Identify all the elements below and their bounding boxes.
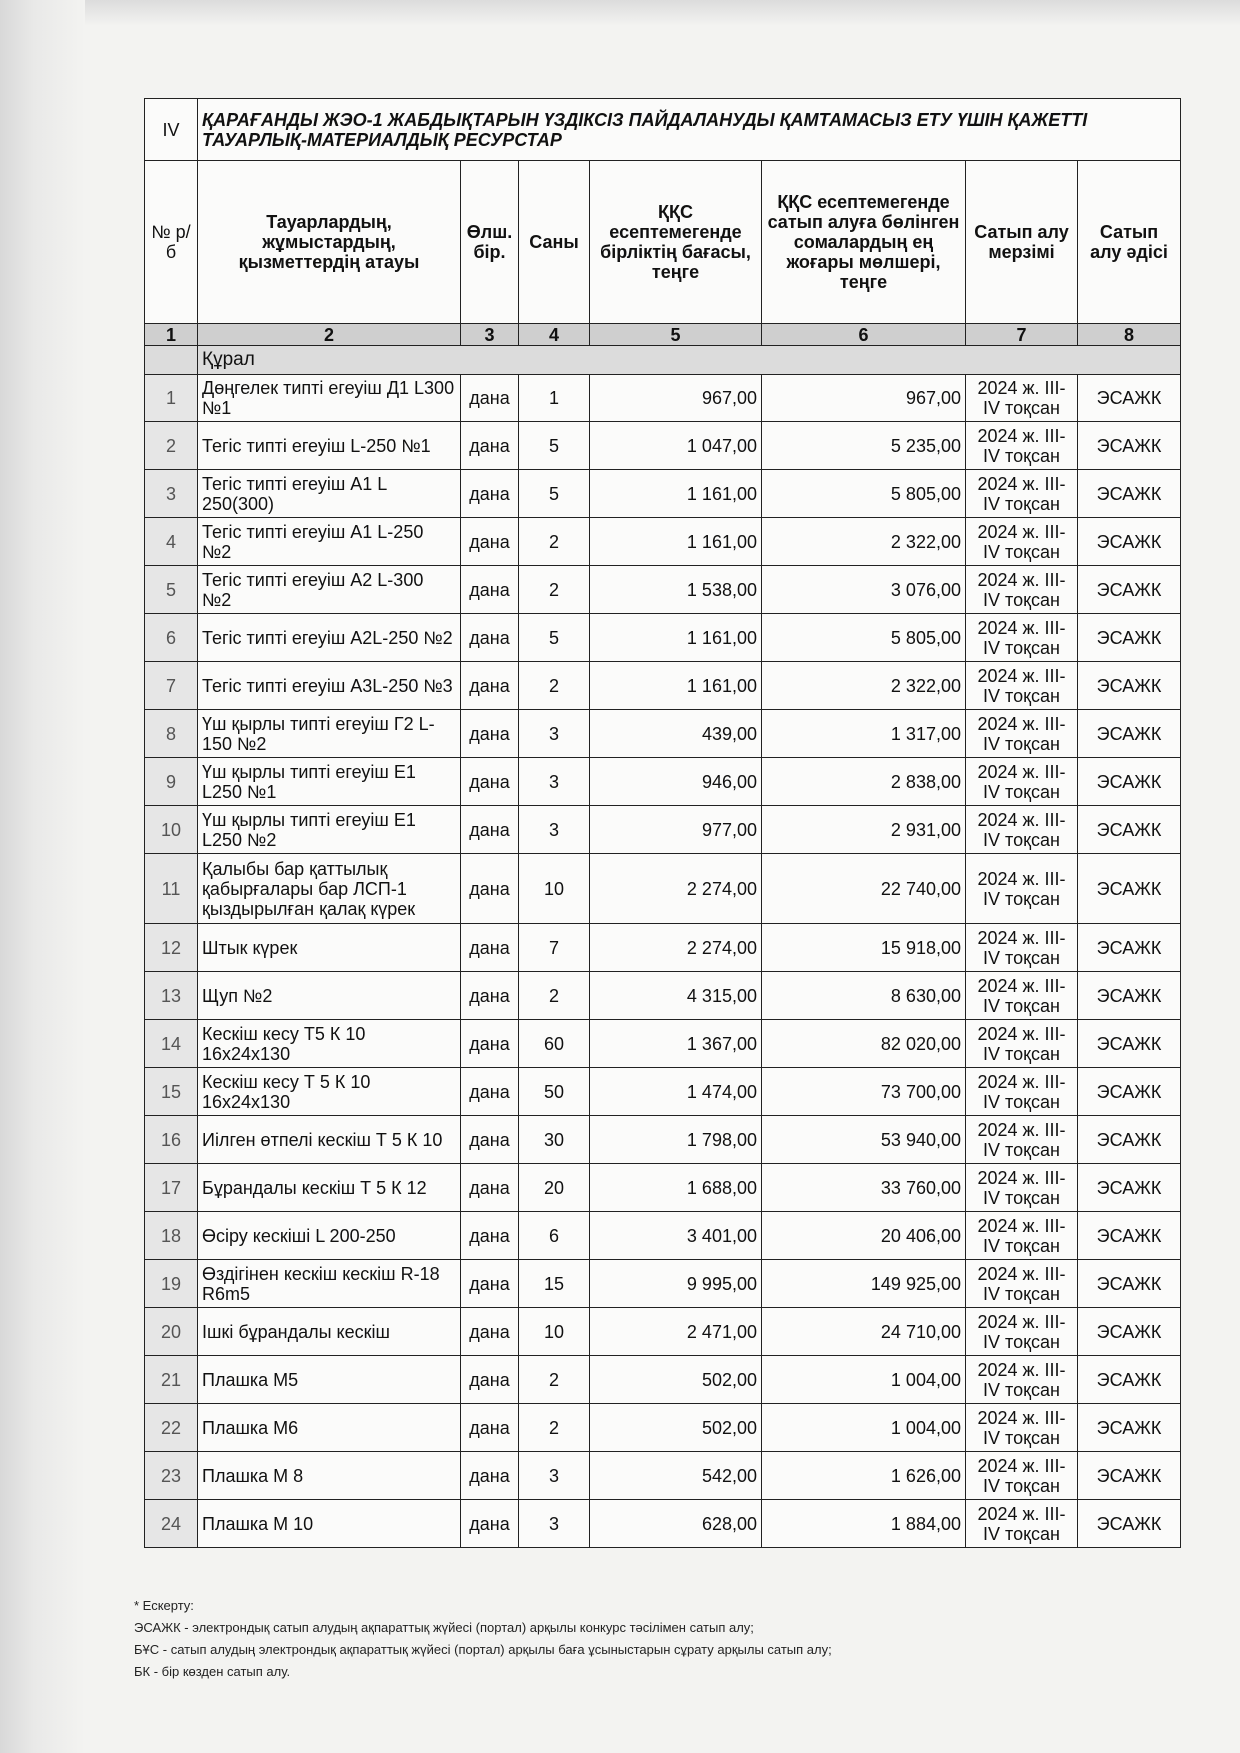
purchase-term-cell: 2024 ж. III-IV тоқсан [966, 1212, 1078, 1260]
row-number: 3 [145, 470, 198, 518]
table-row [145, 1116, 1181, 1164]
col-header-unit: Өлш. бір. [461, 161, 519, 324]
header-row [145, 161, 1181, 324]
unit-price-cell: 1 047,00 [590, 422, 762, 470]
amount-cell: 82 020,00 [762, 1020, 966, 1068]
purchase-term-cell: 2024 ж. III-IV тоқсан [966, 1164, 1078, 1212]
col-header-no: № р/б [145, 161, 198, 324]
item-name: Тегіс типті егеуіш A2L-250 №2 [198, 614, 461, 662]
row-number: 23 [145, 1452, 198, 1500]
footnote-line: БК - бір көзден сатып алу. [134, 1664, 291, 1679]
amount-cell: 1 884,00 [762, 1500, 966, 1548]
table-row [145, 1500, 1181, 1548]
purchase-term-cell: 2024 ж. III-IV тоқсан [966, 1500, 1078, 1548]
row-number: 6 [145, 614, 198, 662]
row-number: 9 [145, 758, 198, 806]
amount-cell: 1 004,00 [762, 1356, 966, 1404]
resources-table [144, 98, 1181, 1548]
amount-cell: 2 322,00 [762, 518, 966, 566]
category-spacer [145, 346, 198, 375]
amount-cell: 1 626,00 [762, 1452, 966, 1500]
item-name: Тегіс типті егеуіш A1 L 250(300) [198, 470, 461, 518]
unit-price-cell: 502,00 [590, 1404, 762, 1452]
unit-price-cell: 2 274,00 [590, 854, 762, 924]
item-name: Үш қырлы типті егеуіш E1 L250 №1 [198, 758, 461, 806]
unit-cell: дана [461, 1068, 519, 1116]
amount-cell: 149 925,00 [762, 1260, 966, 1308]
unit-price-cell: 2 274,00 [590, 924, 762, 972]
category-label: Құрал [198, 346, 1181, 375]
amount-cell: 22 740,00 [762, 854, 966, 924]
table-row [145, 566, 1181, 614]
unit-cell: дана [461, 1452, 519, 1500]
purchase-method-cell: ЭСАЖК [1078, 518, 1181, 566]
unit-cell: дана [461, 1260, 519, 1308]
row-number: 20 [145, 1308, 198, 1356]
item-name: Плашка М6 [198, 1404, 461, 1452]
unit-price-cell: 628,00 [590, 1500, 762, 1548]
col-index: 4 [519, 324, 590, 346]
quantity-cell: 10 [519, 854, 590, 924]
col-index: 1 [145, 324, 198, 346]
item-name: Ішкі бұрандалы кескіш [198, 1308, 461, 1356]
purchase-method-cell: ЭСАЖК [1078, 924, 1181, 972]
table-row [145, 1308, 1181, 1356]
table-row [145, 614, 1181, 662]
amount-cell: 8 630,00 [762, 972, 966, 1020]
row-number: 24 [145, 1500, 198, 1548]
table-row [145, 1404, 1181, 1452]
item-name: Өздігінен кескіш кескіш R-18 R6m5 [198, 1260, 461, 1308]
quantity-cell: 2 [519, 662, 590, 710]
quantity-cell: 5 [519, 470, 590, 518]
unit-price-cell: 9 995,00 [590, 1260, 762, 1308]
unit-cell: дана [461, 662, 519, 710]
purchase-method-cell: ЭСАЖК [1078, 1500, 1181, 1548]
col-index: 8 [1078, 324, 1181, 346]
quantity-cell: 6 [519, 1212, 590, 1260]
unit-price-cell: 946,00 [590, 758, 762, 806]
purchase-method-cell: ЭСАЖК [1078, 662, 1181, 710]
quantity-cell: 2 [519, 566, 590, 614]
quantity-cell: 20 [519, 1164, 590, 1212]
row-number: 5 [145, 566, 198, 614]
unit-cell: дана [461, 375, 519, 422]
amount-cell: 5 235,00 [762, 422, 966, 470]
unit-cell: дана [461, 1116, 519, 1164]
amount-cell: 3 076,00 [762, 566, 966, 614]
amount-cell: 5 805,00 [762, 470, 966, 518]
footnote-line: ЭСАЖК - электрондық сатып алудың ақпараттық жүйесі (портал) арқылы конкурс тәсілімен сатып алу; [134, 1620, 754, 1635]
unit-price-cell: 1 161,00 [590, 614, 762, 662]
section-number: IV [145, 99, 198, 161]
quantity-cell: 3 [519, 806, 590, 854]
amount-cell: 5 805,00 [762, 614, 966, 662]
row-number: 7 [145, 662, 198, 710]
amount-cell: 24 710,00 [762, 1308, 966, 1356]
quantity-cell: 3 [519, 1500, 590, 1548]
purchase-term-cell: 2024 ж. III-IV тоқсан [966, 758, 1078, 806]
quantity-cell: 2 [519, 1356, 590, 1404]
unit-cell: дана [461, 854, 519, 924]
col-index: 7 [966, 324, 1078, 346]
unit-price-cell: 1 798,00 [590, 1116, 762, 1164]
quantity-cell: 7 [519, 924, 590, 972]
quantity-cell: 30 [519, 1116, 590, 1164]
quantity-cell: 5 [519, 614, 590, 662]
row-number: 17 [145, 1164, 198, 1212]
amount-cell: 2 322,00 [762, 662, 966, 710]
purchase-term-cell: 2024 ж. III-IV тоқсан [966, 375, 1078, 422]
scan-shadow-left [0, 0, 85, 1753]
unit-price-cell: 977,00 [590, 806, 762, 854]
table-row [145, 518, 1181, 566]
purchase-method-cell: ЭСАЖК [1078, 1212, 1181, 1260]
item-name: Үш қырлы типті егеуіш E1 L250 №2 [198, 806, 461, 854]
column-index-row [145, 324, 1181, 346]
purchase-method-cell: ЭСАЖК [1078, 1260, 1181, 1308]
purchase-term-cell: 2024 ж. III-IV тоқсан [966, 1020, 1078, 1068]
purchase-term-cell: 2024 ж. III-IV тоқсан [966, 1068, 1078, 1116]
purchase-term-cell: 2024 ж. III-IV тоқсан [966, 1356, 1078, 1404]
section-title: ҚАРАҒАНДЫ ЖЭО-1 ЖАБДЫҚТАРЫН ҮЗДІКСІЗ ПАЙДАЛАНУДЫ ҚАМТАМАСЫЗ ЕТУ ҮШІН ҚАЖЕТТІ ТАУАРЛЫҚ-МАТЕРИАЛДЫҚ РЕСУРСТАР [198, 99, 1181, 161]
amount-cell: 1 004,00 [762, 1404, 966, 1452]
purchase-method-cell: ЭСАЖК [1078, 375, 1181, 422]
footnote-heading: * Ескерту: [134, 1598, 194, 1613]
quantity-cell: 15 [519, 1260, 590, 1308]
table-row [145, 1164, 1181, 1212]
quantity-cell: 2 [519, 1404, 590, 1452]
table-row [145, 972, 1181, 1020]
purchase-method-cell: ЭСАЖК [1078, 470, 1181, 518]
purchase-term-cell: 2024 ж. III-IV тоқсан [966, 1116, 1078, 1164]
col-index: 5 [590, 324, 762, 346]
purchase-term-cell: 2024 ж. III-IV тоқсан [966, 614, 1078, 662]
item-name: Кескіш кесу Т 5 К 10 16х24х130 [198, 1068, 461, 1116]
item-name: Үш қырлы типті егеуіш Г2 L-150 №2 [198, 710, 461, 758]
unit-price-cell: 1 161,00 [590, 470, 762, 518]
row-number: 18 [145, 1212, 198, 1260]
purchase-term-cell: 2024 ж. III-IV тоқсан [966, 710, 1078, 758]
purchase-term-cell: 2024 ж. III-IV тоқсан [966, 662, 1078, 710]
row-number: 22 [145, 1404, 198, 1452]
table-row [145, 422, 1181, 470]
col-header-name: Тауарлардың, жұмыстардың, қызметтердің атауы [198, 161, 461, 324]
purchase-term-cell: 2024 ж. III-IV тоқсан [966, 924, 1078, 972]
quantity-cell: 3 [519, 710, 590, 758]
unit-price-cell: 1 538,00 [590, 566, 762, 614]
purchase-method-cell: ЭСАЖК [1078, 1452, 1181, 1500]
table-row [145, 758, 1181, 806]
unit-price-cell: 2 471,00 [590, 1308, 762, 1356]
table-row [145, 1068, 1181, 1116]
unit-cell: дана [461, 1308, 519, 1356]
purchase-method-cell: ЭСАЖК [1078, 806, 1181, 854]
category-row [145, 346, 1181, 375]
table-row [145, 1212, 1181, 1260]
item-name: Плашка М 10 [198, 1500, 461, 1548]
unit-cell: дана [461, 1020, 519, 1068]
row-number: 15 [145, 1068, 198, 1116]
purchase-method-cell: ЭСАЖК [1078, 972, 1181, 1020]
table-row [145, 1260, 1181, 1308]
unit-price-cell: 3 401,00 [590, 1212, 762, 1260]
amount-cell: 15 918,00 [762, 924, 966, 972]
purchase-term-cell: 2024 ж. III-IV тоқсан [966, 854, 1078, 924]
table-row [145, 1020, 1181, 1068]
purchase-method-cell: ЭСАЖК [1078, 710, 1181, 758]
amount-cell: 967,00 [762, 375, 966, 422]
table-row [145, 1452, 1181, 1500]
unit-cell: дана [461, 972, 519, 1020]
item-name: Дөңгелек типті егеуіш Д1 L300 №1 [198, 375, 461, 422]
unit-price-cell: 967,00 [590, 375, 762, 422]
col-index: 3 [461, 324, 519, 346]
purchase-method-cell: ЭСАЖК [1078, 758, 1181, 806]
purchase-method-cell: ЭСАЖК [1078, 1164, 1181, 1212]
quantity-cell: 3 [519, 758, 590, 806]
row-number: 8 [145, 710, 198, 758]
quantity-cell: 50 [519, 1068, 590, 1116]
purchase-term-cell: 2024 ж. III-IV тоқсан [966, 972, 1078, 1020]
unit-cell: дана [461, 924, 519, 972]
quantity-cell: 2 [519, 518, 590, 566]
col-header-price: ҚҚС есептемегенде бірліктің бағасы, теңге [590, 161, 762, 324]
item-name: Тегіс типті егеуіш L-250 №1 [198, 422, 461, 470]
unit-price-cell: 1 161,00 [590, 518, 762, 566]
table-row [145, 710, 1181, 758]
item-name: Қалыбы бар қаттылық қабырғалары бар ЛСП-1 қыздырылған қалақ күрек [198, 854, 461, 924]
item-name: Кескіш кесу Т5 К 10 16х24х130 [198, 1020, 461, 1068]
col-header-method: Сатып алу әдісі [1078, 161, 1181, 324]
amount-cell: 2 838,00 [762, 758, 966, 806]
purchase-term-cell: 2024 ж. III-IV тоқсан [966, 422, 1078, 470]
purchase-method-cell: ЭСАЖК [1078, 1116, 1181, 1164]
unit-price-cell: 1 474,00 [590, 1068, 762, 1116]
purchase-term-cell: 2024 ж. III-IV тоқсан [966, 1404, 1078, 1452]
unit-cell: дана [461, 1404, 519, 1452]
table-row [145, 854, 1181, 924]
purchase-method-cell: ЭСАЖК [1078, 614, 1181, 662]
purchase-term-cell: 2024 ж. III-IV тоқсан [966, 1452, 1078, 1500]
footnotes [134, 1595, 1184, 1683]
amount-cell: 73 700,00 [762, 1068, 966, 1116]
unit-cell: дана [461, 1212, 519, 1260]
row-number: 1 [145, 375, 198, 422]
quantity-cell: 3 [519, 1452, 590, 1500]
item-name: Плашка М5 [198, 1356, 461, 1404]
amount-cell: 1 317,00 [762, 710, 966, 758]
col-header-qty: Саны [519, 161, 590, 324]
section-row [145, 99, 1181, 161]
unit-cell: дана [461, 422, 519, 470]
footnote-line: БҰС - сатып алудың электрондық ақпараттық жүйесі (портал) арқылы баға ұсыныстарын сұрату арқылы сатып алу; [134, 1642, 832, 1657]
item-name: Тегіс типті егеуіш A1 L-250 №2 [198, 518, 461, 566]
table-row [145, 1356, 1181, 1404]
purchase-method-cell: ЭСАЖК [1078, 1068, 1181, 1116]
item-name: Плашка М 8 [198, 1452, 461, 1500]
purchase-term-cell: 2024 ж. III-IV тоқсан [966, 518, 1078, 566]
unit-cell: дана [461, 1500, 519, 1548]
unit-cell: дана [461, 758, 519, 806]
purchase-term-cell: 2024 ж. III-IV тоқсан [966, 1308, 1078, 1356]
table-row [145, 924, 1181, 972]
amount-cell: 53 940,00 [762, 1116, 966, 1164]
unit-price-cell: 542,00 [590, 1452, 762, 1500]
unit-price-cell: 1 688,00 [590, 1164, 762, 1212]
row-number: 21 [145, 1356, 198, 1404]
purchase-term-cell: 2024 ж. III-IV тоқсан [966, 470, 1078, 518]
row-number: 13 [145, 972, 198, 1020]
row-number: 10 [145, 806, 198, 854]
row-number: 12 [145, 924, 198, 972]
unit-cell: дана [461, 470, 519, 518]
item-name: Тегіс типті егеуіш A2 L-300 №2 [198, 566, 461, 614]
purchase-method-cell: ЭСАЖК [1078, 854, 1181, 924]
quantity-cell: 1 [519, 375, 590, 422]
item-name: Өсіру кескіші L 200-250 [198, 1212, 461, 1260]
unit-cell: дана [461, 518, 519, 566]
unit-price-cell: 1 161,00 [590, 662, 762, 710]
unit-price-cell: 502,00 [590, 1356, 762, 1404]
item-name: Щуп №2 [198, 972, 461, 1020]
row-number: 16 [145, 1116, 198, 1164]
col-header-amount: ҚҚС есептемегенде сатып алуға бөлінген сомалардың ең жоғары мөлшері, теңге [762, 161, 966, 324]
purchase-method-cell: ЭСАЖК [1078, 1020, 1181, 1068]
row-number: 14 [145, 1020, 198, 1068]
amount-cell: 20 406,00 [762, 1212, 966, 1260]
unit-price-cell: 1 367,00 [590, 1020, 762, 1068]
unit-cell: дана [461, 566, 519, 614]
purchase-term-cell: 2024 ж. III-IV тоқсан [966, 566, 1078, 614]
purchase-method-cell: ЭСАЖК [1078, 1356, 1181, 1404]
quantity-cell: 2 [519, 972, 590, 1020]
item-name: Штык күрек [198, 924, 461, 972]
table-row [145, 470, 1181, 518]
purchase-method-cell: ЭСАЖК [1078, 1404, 1181, 1452]
quantity-cell: 10 [519, 1308, 590, 1356]
unit-cell: дана [461, 710, 519, 758]
unit-cell: дана [461, 1356, 519, 1404]
unit-cell: дана [461, 614, 519, 662]
table-row [145, 806, 1181, 854]
unit-price-cell: 4 315,00 [590, 972, 762, 1020]
unit-cell: дана [461, 1164, 519, 1212]
purchase-term-cell: 2024 ж. III-IV тоқсан [966, 1260, 1078, 1308]
row-number: 11 [145, 854, 198, 924]
unit-price-cell: 439,00 [590, 710, 762, 758]
row-number: 2 [145, 422, 198, 470]
item-name: Тегіс типті егеуіш A3L-250 №3 [198, 662, 461, 710]
purchase-term-cell: 2024 ж. III-IV тоқсан [966, 806, 1078, 854]
row-number: 4 [145, 518, 198, 566]
purchase-method-cell: ЭСАЖК [1078, 422, 1181, 470]
unit-cell: дана [461, 806, 519, 854]
purchase-method-cell: ЭСАЖК [1078, 1308, 1181, 1356]
item-name: Иілген өтпелі кескіш Т 5 К 10 [198, 1116, 461, 1164]
amount-cell: 33 760,00 [762, 1164, 966, 1212]
col-index: 6 [762, 324, 966, 346]
col-index: 2 [198, 324, 461, 346]
row-number: 19 [145, 1260, 198, 1308]
quantity-cell: 60 [519, 1020, 590, 1068]
col-header-term: Сатып алу мерзімі [966, 161, 1078, 324]
purchase-method-cell: ЭСАЖК [1078, 566, 1181, 614]
scan-shadow-top [85, 0, 1240, 26]
table-row [145, 662, 1181, 710]
table-row [145, 375, 1181, 422]
item-name: Бұрандалы кескіш Т 5 К 12 [198, 1164, 461, 1212]
quantity-cell: 5 [519, 422, 590, 470]
amount-cell: 2 931,00 [762, 806, 966, 854]
